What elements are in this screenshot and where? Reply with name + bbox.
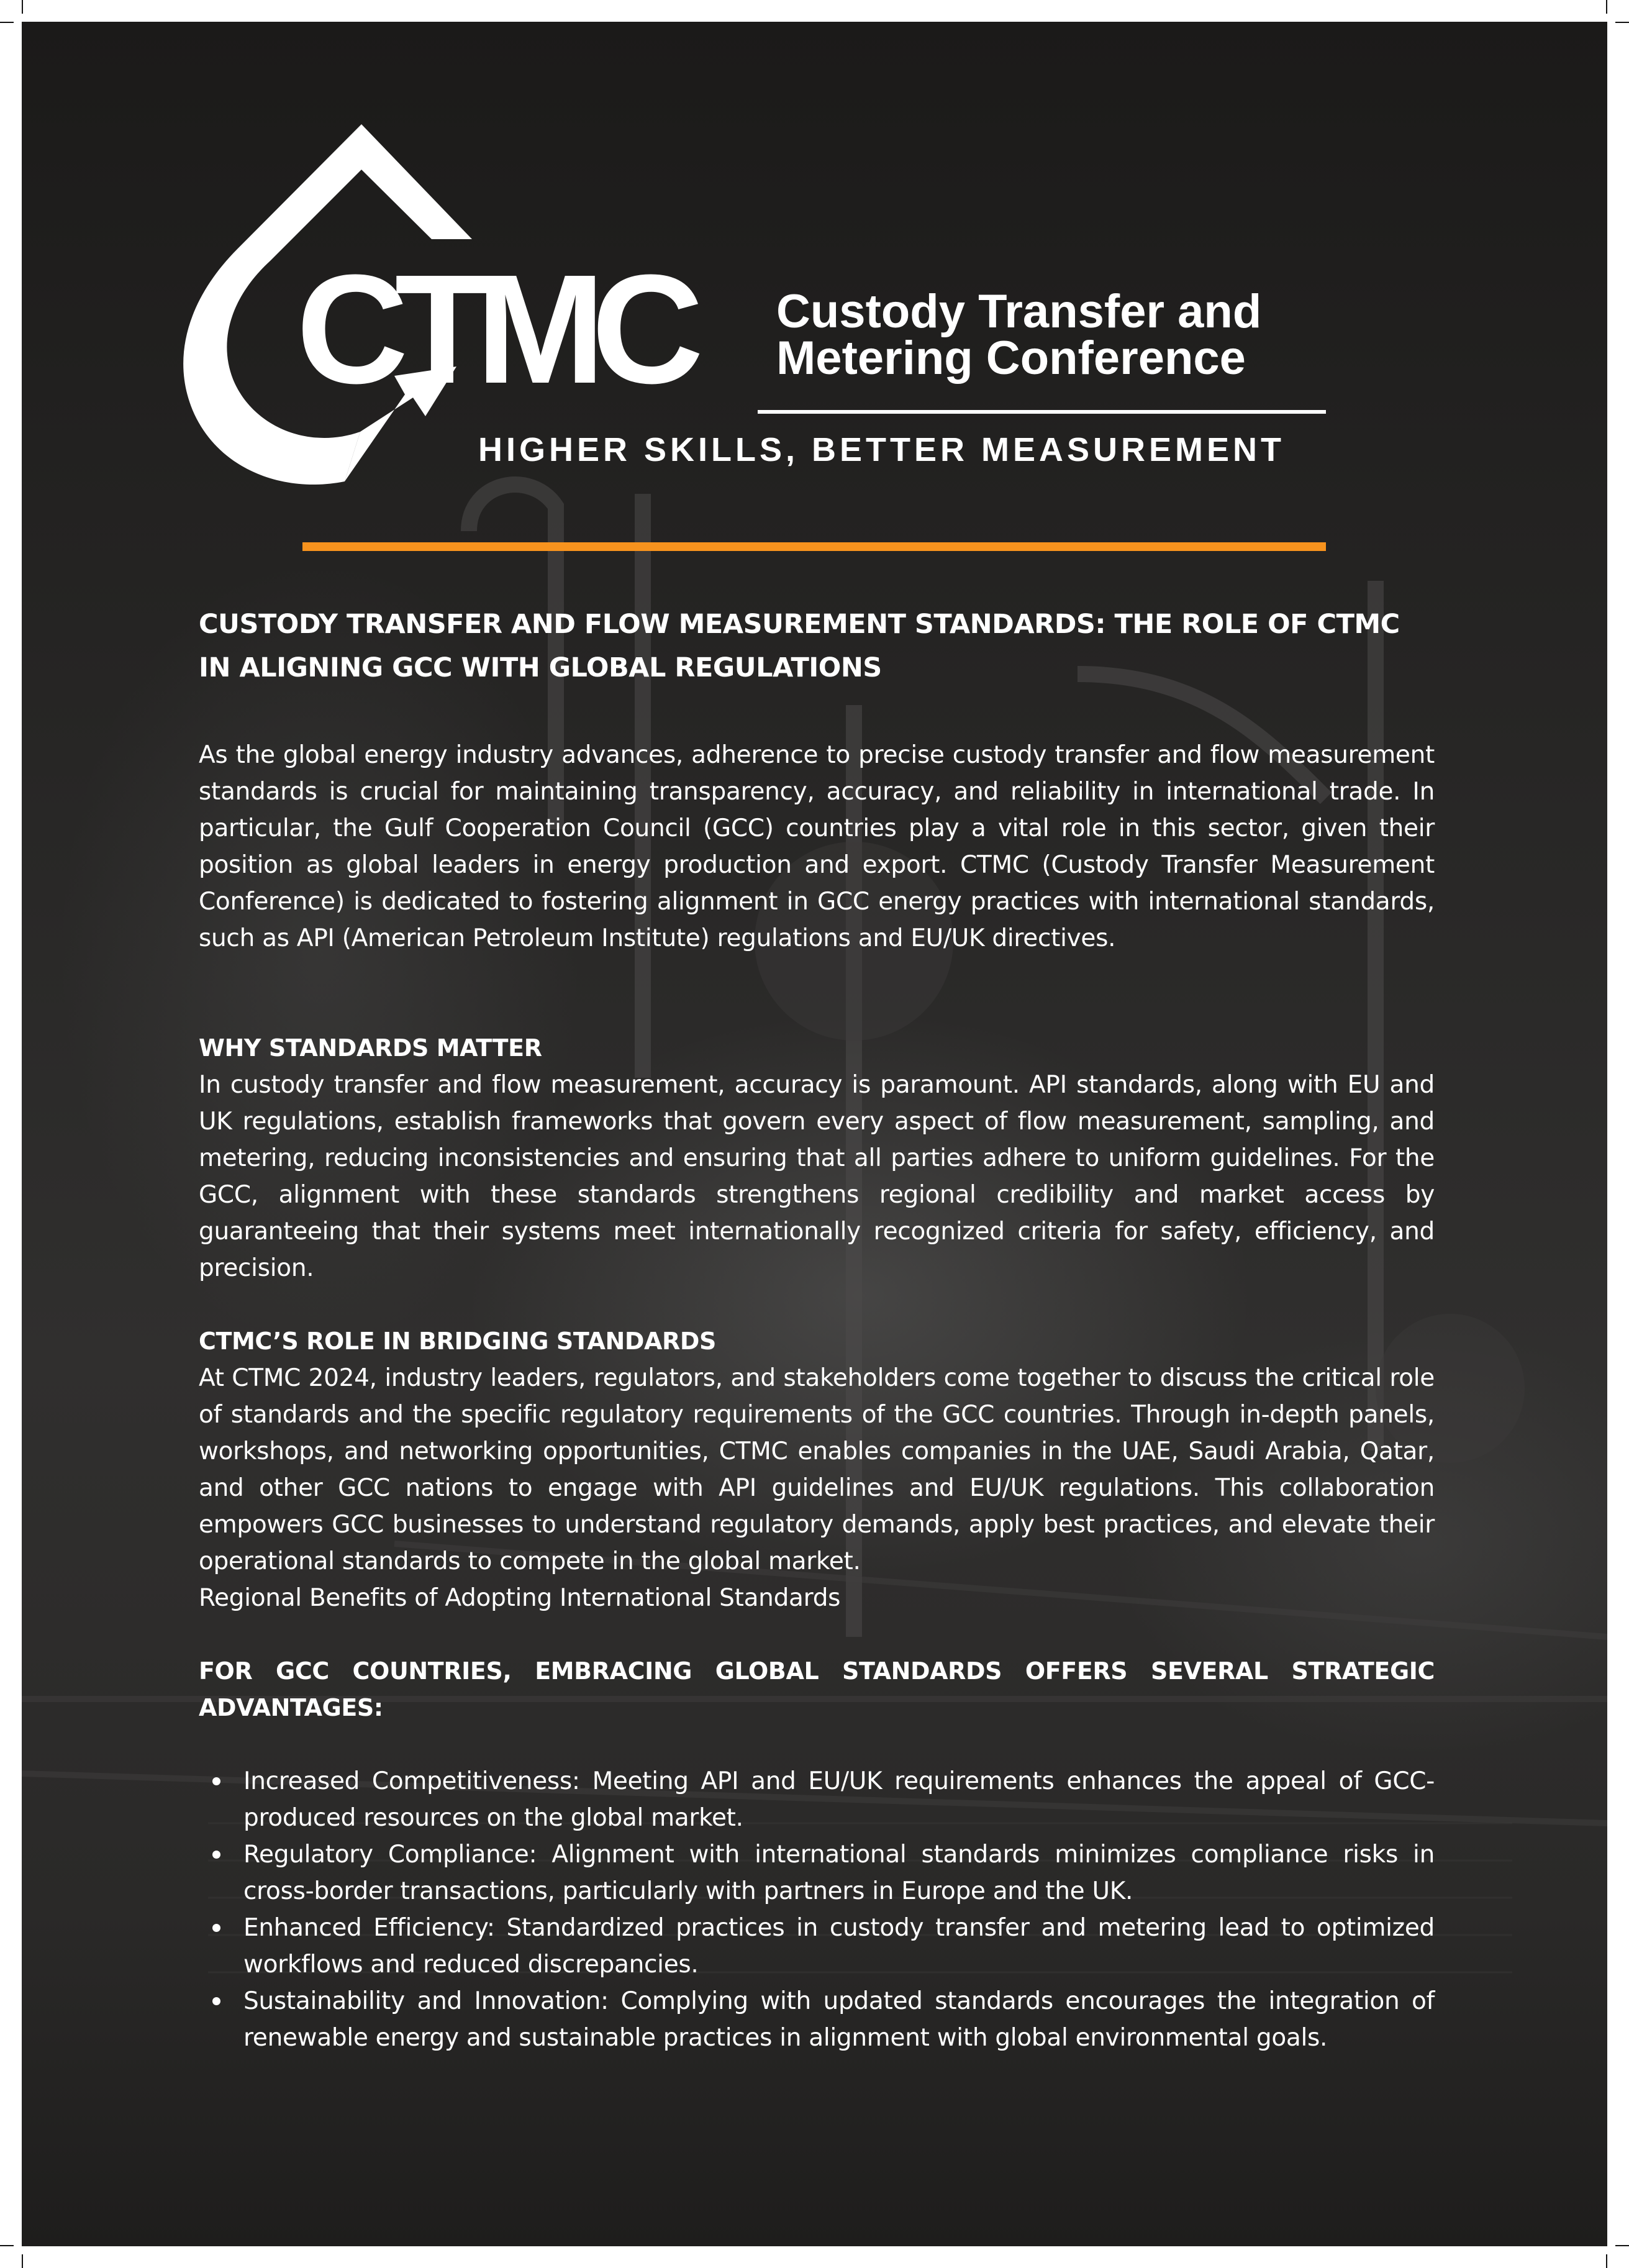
list-item: Enhanced Efficiency: Standardized practices in custody transfer and metering lead to optimized workflows and reduced discrepancies. [199, 1910, 1435, 1983]
logo-name-line1: Custody Transfer and [776, 285, 1262, 338]
crop-mark [0, 2245, 14, 2246]
section-subline: Regional Benefits of Adopting International Standards [199, 1584, 841, 1612]
section-heading: CTMC’S ROLE IN BRIDGING STANDARDS [199, 1328, 717, 1355]
logo-tagline: HIGHER SKILLS, BETTER MEASUREMENT [478, 431, 1286, 468]
advantages-heading: FOR GCC COUNTRIES, EMBRACING GLOBAL STANDARDS OFFERS SEVERAL STRATEGIC ADVANTAGES: [199, 1657, 1435, 1721]
crop-mark [1615, 2245, 1629, 2246]
crop-mark [1615, 22, 1629, 23]
advantages-list [199, 1763, 1435, 2056]
crop-mark [22, 2254, 23, 2268]
logo-name-line2: Metering Conference [776, 332, 1246, 385]
article-title: CUSTODY TRANSFER AND FLOW MEASUREMENT STANDARDS: THE ROLE OF CTMC IN ALIGNING GCC WITH GLOBAL REGULATIONS [199, 609, 1400, 683]
crop-mark [1606, 0, 1607, 14]
section-heading: WHY STANDARDS MATTER [199, 1034, 542, 1062]
crop-mark [1606, 2254, 1607, 2268]
flyer-page [22, 22, 1607, 2246]
section-paragraph: At CTMC 2024, industry leaders, regulators, and stakeholders come together to discuss the critical role of standards and the specific regulatory requirements of the GCC countries. Through in-depth panels, workshops, and networking opportunities, CTMC enables companies in the UAE, Saudi Arabia, Qatar, and other GCC nations to engage with API guidelines and EU/UK regulations. This collaboration empowers GCC businesses to understand regulatory demands, apply best practices, and elevate their operational standards to compete in the global market. [199, 1364, 1435, 1575]
list-item: Increased Competitiveness: Meeting API and EU/UK requirements enhances the appeal of GCC-produced resources on the global market. [199, 1763, 1435, 1836]
section-paragraph: In custody transfer and flow measurement, accuracy is paramount. API standards, along with EU and UK regulations, establish frameworks that govern every aspect of flow measurement, sampling, and metering, reducing inconsistencies and ensuring that all parties adhere to uniform guidelines. For the GCC, alignment with these standards strengthens regional credibility and market access by guaranteeing that their systems meet internationally recognized criteria for safety, efficiency, and precision. [199, 1071, 1435, 1282]
crop-mark [22, 0, 23, 14]
accent-divider [302, 542, 1326, 551]
crop-mark [0, 22, 14, 23]
logo-mark-text: CTMC [296, 242, 691, 416]
list-item: Sustainability and Innovation: Complying with updated standards encourages the integration of renewable energy and sustainable practices in alignment with global environmental goals. [199, 1983, 1435, 2056]
article [199, 603, 1435, 2056]
intro-paragraph: As the global energy industry advances, adherence to precise custody transfer and flow measurement standards is crucial for maintaining transparency, accuracy, and reliability in international trade. In particular, the Gulf Cooperation Council (GCC) countries play a vital role in this sector, given their position as global leaders in energy production and export. CTMC (Custody Transfer Measurement Conference) is dedicated to fostering alignment in GCC energy practices with international standards, such as API (American Petroleum Institute) regulations and EU/UK directives. [199, 741, 1435, 952]
list-item: Regulatory Compliance: Alignment with international standards minimizes compliance risks in cross-border transactions, particularly with partners in Europe and the UK. [199, 1836, 1435, 1910]
